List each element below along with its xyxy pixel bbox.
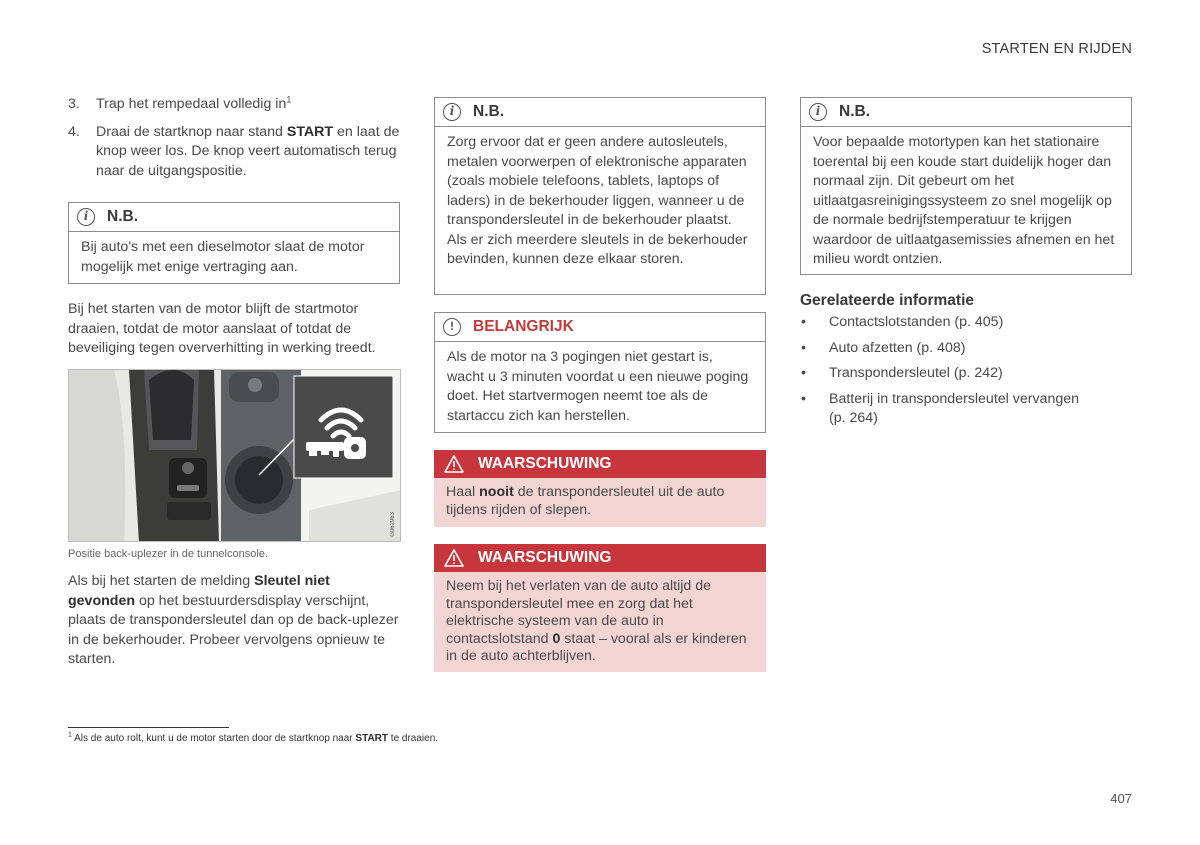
- bullet: •: [801, 365, 806, 381]
- message-name: Sleutel niet gevonden: [68, 573, 330, 609]
- note-box-interference: [434, 97, 766, 295]
- important-box: [434, 312, 766, 433]
- footnote-number: 1: [68, 731, 72, 739]
- related-link[interactable]: [800, 339, 1120, 359]
- related-link-label[interactable]: Contactslotstanden (p. 405): [829, 314, 1004, 330]
- step-text-bold: START: [286, 123, 334, 140]
- warning-text-bold: nooit: [479, 484, 514, 500]
- warning-text-pre: Neem bij het verlaten van de auto altijd de transpondersleutel mee en zorg dat het elektrische systeem van de auto in contactslotstand: [446, 578, 711, 647]
- paragraph-pre: Als bij het starten de melding: [68, 573, 255, 589]
- note-header: [801, 98, 1131, 127]
- important-title: BELANGRIJK: [473, 318, 574, 336]
- bullet: •: [801, 314, 806, 330]
- figure-caption: Positie back-uplezer in de tunnelconsole.: [68, 548, 268, 560]
- related-link-label[interactable]: Auto afzetten (p. 408): [829, 339, 966, 356]
- step-number: 4.: [68, 123, 80, 140]
- note-title: N.B.: [107, 208, 138, 226]
- warning-title: WAARSCHUWING: [478, 455, 612, 473]
- warning-triangle-icon: [444, 549, 464, 567]
- paragraph-post: op het bestuurdersdisplay verschijnt, plaats de transpondersleutel dan op de back-uplezer in de bekerhouder. Probeer vervolgens opnieuw te starten.: [68, 592, 399, 667]
- note-box-idle: [800, 97, 1132, 275]
- step-number: 3.: [68, 96, 80, 112]
- warning-text-pre: Haal: [446, 484, 480, 500]
- tunnel-console-figure: [68, 369, 401, 542]
- note-body: Zorg ervoor dat er geen andere autosleutels, metalen voorwerpen of elektronische apparaten (zoals mobiele telefoons, tablets, laptops of laders) in de bekerhouder liggen, wanneer u de transpondersleutel in de bekerhouder plaatst. Als er zich meerdere sleutels in de bekerhouder bevinden, kunnen deze elkaar storen.: [447, 134, 748, 267]
- step-4: [68, 123, 403, 182]
- note-header: [69, 203, 399, 232]
- note-body: Bij auto's met een dieselmotor slaat de motor mogelijk met enige vertraging aan.: [81, 239, 365, 275]
- paragraph-startmotor: Bij het starten van de motor blijft de startmotor draaien, totdat de motor aanslaat of totdat de beveiliging tegen oververhitting in werking treedt.: [68, 301, 376, 356]
- step-3: [68, 95, 403, 115]
- footnote-text-post: te draaien.: [388, 733, 439, 744]
- related-info-heading: Gerelateerde informatie: [800, 292, 975, 309]
- note-title: N.B.: [473, 103, 504, 121]
- warning-text-post: staat – vooral als er kinderen in de auto achterblijven.: [446, 630, 747, 664]
- step-text-post: en laat de knop weer los. De knop veert automatisch terug naar de uitgangspositie.: [96, 123, 400, 179]
- info-icon: i: [809, 103, 827, 121]
- section-header: STARTEN EN RIJDEN: [981, 41, 1132, 57]
- related-links-list: [800, 313, 1120, 435]
- important-body: Als de motor na 3 pogingen niet gestart is, wacht u 3 minuten voordat u een nieuwe poging doet. Het startvermogen neemt toe als de startaccu zich kan herstellen.: [447, 349, 749, 424]
- note-title: N.B.: [839, 103, 870, 121]
- warning-header: [434, 544, 766, 572]
- related-link-label[interactable]: Transpondersleutel (p. 242): [829, 365, 1003, 381]
- bullet: •: [801, 339, 806, 356]
- warning-body: [434, 572, 766, 676]
- warning-box-driving: [434, 450, 766, 527]
- footnote-text-bold: START: [355, 733, 389, 744]
- footnote-ref: 1: [286, 94, 292, 105]
- note-box-diesel: [68, 202, 400, 284]
- info-icon: i: [443, 103, 461, 121]
- info-icon: i: [77, 208, 95, 226]
- related-link-label[interactable]: Batterij in transpondersleutel vervangen (p. 264): [829, 390, 1080, 426]
- footnote: [68, 733, 438, 744]
- bullet: •: [801, 390, 806, 407]
- steps-list: [68, 95, 403, 189]
- important-header: [435, 313, 765, 342]
- note-header: [435, 98, 765, 127]
- warning-text-post: de transpondersleutel uit de auto tijdens rijden of slepen.: [446, 484, 725, 518]
- note-body: Voor bepaalde motortypen kan het stationaire toerental bij een koude start duidelijk hoger dan normaal zijn. Dit gebeurt om het uitlaatgasreinigingssysteem zo snel mogelijk op de normale bedrijfstemperatuur te krijgen waardoor de uitlaatgasemissies afnemen en het milieu wordt ontzien.: [813, 134, 1115, 267]
- step-text-pre: Draai de startknop naar stand: [96, 123, 287, 140]
- related-link[interactable]: [800, 313, 1120, 333]
- related-link[interactable]: [800, 364, 1120, 384]
- warning-body: [434, 478, 766, 529]
- warning-triangle-icon: [444, 455, 464, 473]
- console-illustration: [69, 370, 401, 542]
- footnote-text-pre: Als de auto rolt, kunt u de motor starten door de startknop naar: [74, 733, 356, 744]
- warning-title: WAARSCHUWING: [478, 549, 612, 567]
- warning-box-leaving: [434, 544, 766, 672]
- related-link[interactable]: [800, 390, 1120, 429]
- page-number: 407: [1110, 791, 1132, 806]
- paragraph-sleutel: [68, 572, 400, 670]
- figure-code: G062963: [390, 512, 396, 537]
- warning-header: [434, 450, 766, 478]
- exclamation-icon: !: [443, 318, 461, 336]
- footnote-divider: [68, 727, 229, 728]
- warning-text-bold: 0: [552, 630, 561, 647]
- step-text: Trap het rempedaal volledig in: [96, 96, 287, 112]
